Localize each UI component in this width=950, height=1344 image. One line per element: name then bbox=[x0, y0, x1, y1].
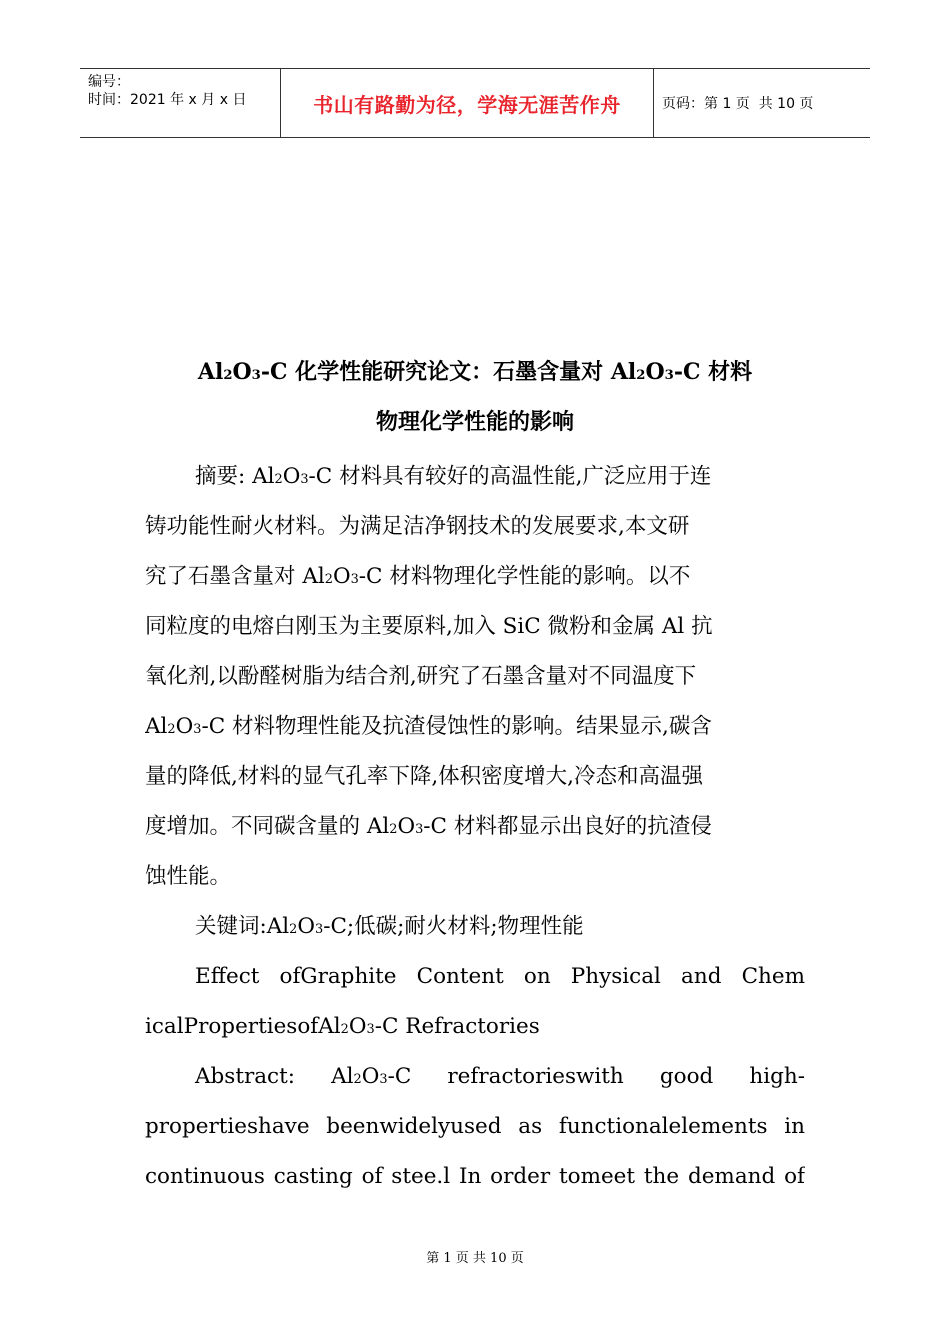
date-label: 时间：2021 年 x 月 x 日 bbox=[88, 92, 247, 108]
document-title-line-2: 物理化学性能的影响 bbox=[375, 409, 574, 435]
number-label: 编号： bbox=[88, 74, 130, 90]
body-line: 铸功能性耐火材料。为满足洁净钢技术的发展要求,本文研 bbox=[145, 514, 690, 539]
header-table bbox=[80, 68, 870, 138]
header-page-info bbox=[654, 69, 870, 137]
body-line: 摘要: Al2O3-C 材料具有较好的高温性能,广泛应用于连 bbox=[195, 464, 712, 489]
english-title-line-1: Effect ofGraphite Content on Physical and Chem bbox=[195, 964, 805, 989]
keywords-line: 关键词:Al2O3-C;低碳;耐火材料;物理性能 bbox=[195, 914, 584, 939]
abstract-line: propertieshave beenwidelyused as functionalelements in bbox=[145, 1114, 805, 1139]
document-body bbox=[145, 452, 805, 1202]
motto-text: 书山有路勤为径，学海无涯苦作舟 bbox=[313, 92, 621, 117]
body-line: 量的降低,材料的显气孔率下降,体积密度增大,冷态和高温强 bbox=[145, 764, 704, 789]
body-line: 氧化剂,以酚醛树脂为结合剂,研究了石墨含量对不同温度下 bbox=[145, 664, 697, 689]
document-title-line-1: Al2O3-C 化学性能研究论文：石墨含量对 Al2O3-C 材料 bbox=[197, 359, 753, 385]
body-line: 同粒度的电熔白刚玉为主要原料,加入 SiC 微粉和金属 Al 抗 bbox=[145, 614, 713, 639]
body-line: Al2O3-C 材料物理性能及抗渣侵蚀性的影响。结果显示,碳含 bbox=[145, 714, 712, 739]
abstract-line: continuous casting of stee.l In order tomeet the demand of bbox=[145, 1164, 805, 1189]
header-meta bbox=[80, 69, 281, 137]
body-line: 究了石墨含量对 Al2O3-C 材料物理化学性能的影响。以不 bbox=[145, 564, 691, 589]
abstract-line: Abstract: Al2O3-C refractorieswith good high- bbox=[195, 1064, 805, 1089]
english-title-line-2: icalPropertiesofAl2O3-C Refractories bbox=[145, 1014, 540, 1039]
page-info-text: 页码：第 1 页 共 10 页 bbox=[662, 96, 814, 112]
header-motto bbox=[281, 69, 654, 137]
body-line: 蚀性能。 bbox=[145, 864, 232, 889]
page-footer: 第 1 页 共 10 页 bbox=[426, 1251, 524, 1266]
body-line: 度增加。不同碳含量的 Al2O3-C 材料都显示出良好的抗渣侵 bbox=[145, 814, 712, 839]
